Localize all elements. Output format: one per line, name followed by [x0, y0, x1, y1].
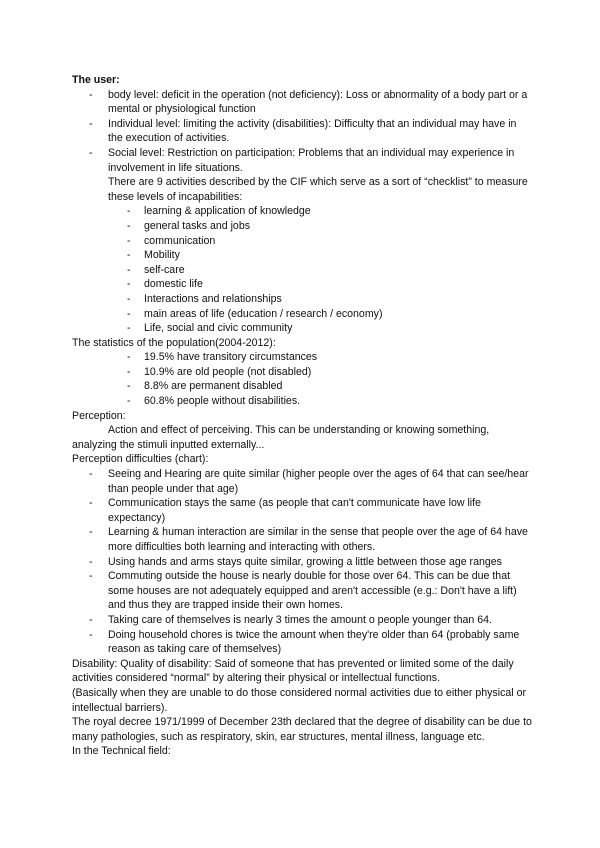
list-item: - learning & application of knowledge	[127, 205, 311, 218]
bullet-dash: -	[89, 628, 93, 641]
bullet-dash: -	[89, 468, 93, 481]
bullet-dash: -	[127, 205, 131, 218]
list-item: - general tasks and jobs	[127, 219, 251, 232]
bullet-dash: -	[127, 307, 131, 320]
bullet-dash: -	[127, 365, 131, 378]
list-item: - Seeing and Hearing are quite similar (higher people over the ages of 64 that can see/hear than people under that age)	[89, 468, 529, 495]
difficulties-heading: Perception difficulties (chart):	[72, 453, 209, 466]
bullet-dash: -	[127, 395, 131, 408]
bullet-dash: -	[127, 249, 131, 262]
bullet-dash: -	[127, 263, 131, 276]
cif-intro: There are 9 activities described by the CIF which serve as a sort of “checklist” to measure these levels of incapabilities:	[108, 176, 528, 203]
bullet-dash: -	[127, 219, 131, 232]
list-item: - Life, social and civic community	[127, 322, 293, 335]
list-item: - Commuting outside the house is nearly double for those over 64. This can be due that some houses are not adequately equipped and aren't accessible (e.g.: Don't have a lift) and thus they are trapped inside their own homes.	[89, 570, 517, 612]
disability-note: (Basically when they are unable to do those considered normal activities due to either physical or intellectual barriers).	[72, 686, 527, 714]
list-item: - domestic life	[127, 278, 203, 291]
disability-definition: Disability: Quality of disability: Said of someone that has prevented or limited some of the daily activities considered “normal” by altering their physical or intellectual functions.	[72, 657, 514, 685]
perception-heading: Perception:	[72, 409, 126, 422]
list-item: - 60.8% people without disabilities.	[127, 395, 301, 408]
bullet-dash: -	[127, 322, 131, 335]
bullet-dash: -	[127, 234, 131, 247]
bullet-dash: -	[89, 570, 93, 583]
list-item: - self-care	[127, 263, 185, 276]
list-item: - communication	[127, 234, 216, 247]
royal-decree-paragraph: The royal decree 1971/1999 of December 23th declared that the degree of disability can be due to many pathologies, such as respiratory, skin, ear structures, mental illness, language etc.	[72, 716, 532, 743]
document-body	[72, 73, 532, 759]
bullet-dash: -	[127, 292, 131, 305]
list-item: - Learning & human interaction are similar in the sense that people over the age of 64 have more difficulties both learning and interacting with others.	[89, 526, 528, 553]
bullet-dash: -	[89, 146, 93, 159]
list-item: - Mobility	[127, 249, 180, 262]
bullet-dash: -	[89, 555, 93, 568]
list-item: - Doing household chores is twice the amount when they're older than 64 (probably same reason as taking care of themselves)	[89, 628, 520, 656]
perception-text: Action and effect of perceiving. This can be understanding or knowing something, analyzing the stimuli inputted externally...	[72, 424, 490, 451]
bullet-dash: -	[89, 526, 93, 539]
list-item: - main areas of life (education / research / economy)	[127, 307, 383, 320]
bullet-dash: -	[89, 117, 93, 130]
list-item: - Social level: Restriction on participation: Problems that an individual may experience in involvement in life situations.	[89, 146, 515, 174]
bullet-dash: -	[127, 351, 131, 364]
bullet-dash: -	[89, 497, 93, 510]
list-item: - Interactions and relationships	[127, 292, 282, 305]
bullet-dash: -	[89, 88, 93, 101]
list-item: - body level: deficit in the operation (not deficiency): Loss or abnormality of a body part or a mental or physiological function	[89, 88, 528, 116]
bullet-dash: -	[89, 613, 93, 626]
section-title: The user:	[72, 74, 120, 86]
list-item: - Taking care of themselves is nearly 3 times the amount o people younger than 64.	[89, 613, 492, 626]
list-item: - 10.9% are old people (not disabled)	[127, 365, 312, 378]
bullet-dash: -	[127, 380, 131, 393]
list-item: - 19.5% have transitory circumstances	[127, 351, 318, 364]
list-item: - Communication stays the same (as people that can't communicate have low life expectancy)	[89, 497, 481, 524]
list-item: - 8.8% are permanent disabled	[127, 380, 283, 393]
technical-heading: In the Technical field:	[72, 745, 171, 758]
list-item: - Individual level: limiting the activity (disabilities): Difficulty that an individual may have in the execution of activities.	[89, 117, 517, 145]
list-item: - Using hands and arms stays quite similar, growing a little between those age ranges	[89, 555, 502, 568]
stats-heading: The statistics of the population(2004-2012):	[72, 336, 276, 349]
bullet-dash: -	[127, 278, 131, 291]
